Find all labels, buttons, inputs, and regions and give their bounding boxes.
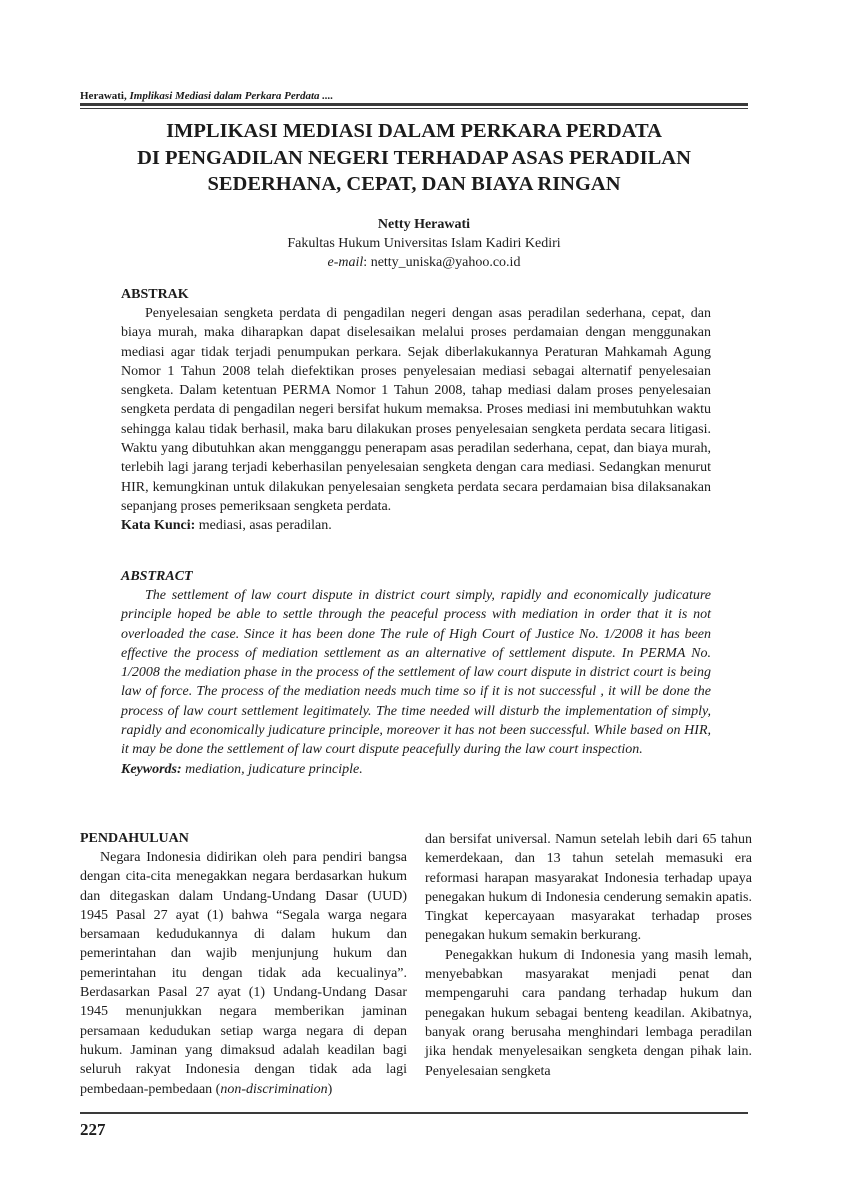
abstrak-keywords-text: mediasi, asas peradilan. bbox=[195, 518, 332, 534]
article-title bbox=[80, 118, 748, 198]
abstract-heading: ABSTRACT bbox=[121, 569, 193, 584]
header-rule-thick bbox=[80, 103, 748, 106]
abstract-keywords-text: mediation, judicature principle. bbox=[181, 761, 363, 777]
body-paragraph: dan bersifat universal. Namun setelah lebih dari 65 tahun kemerdekaan, dan 13 tahun setelah memasuki era reformasi harapan masyarakat Indonesia terhadap upaya penegakan hukum di Indonesia cenderung semakin apatis. Tingkat kepercayaan masyarakat terhadap proses penegakan hukum semakin berkurang. bbox=[425, 832, 752, 944]
section-heading: PENDAHULUAN bbox=[80, 831, 189, 846]
author-affiliation: Fakultas Hukum Universitas Islam Kadiri Kediri bbox=[287, 236, 561, 251]
email-separator: : bbox=[363, 255, 368, 270]
italic-term: non-discrimination bbox=[220, 1081, 328, 1097]
abstract-text: The settlement of law court dispute in district court simply, rapidly and economically judicature principle hoped be able to settle through the peaceful process with mediation in order that it is not overloaded the case. Since it has been done The rule of High Court of Justice No. 1/2008 it has been effective the process of mediation settlement as an alternative of settlement dispute. In PERMA No. 1/2008 the mediation phase in the process of the settlement of law court dispute in district court is being law of force. The process of the mediation needs much time so if it is not successful , it will be done the process of law court settlement legitimately. The time needed will disturb the implementation of simply, rapidly and economically judicature principle, moreover it has not been successful. While based on HIR, it may be done the settlement of law court dispute peacefully during the law court inspection. bbox=[121, 588, 711, 758]
running-head-author: Herawati, bbox=[80, 90, 127, 102]
author-name: Netty Herawati bbox=[377, 217, 471, 232]
abstract-keywords-label: Keywords: bbox=[121, 761, 182, 777]
abstract-keywords bbox=[121, 760, 711, 779]
body-paragraph: Penegakkan hukum di Indonesia yang masih lemah, menyebabkan masyarakat menjadi penat dan mempengaruhi cara pandang terhadap hukum dan penegakan hukum sebagai benteng keadilan. Akibatnya, banyak orang berusaha menghindari lembaga peradilan jika hendak menyelesaikan sengketa dengan pihak lain. Penyelesaian sengketa bbox=[425, 947, 752, 1079]
abstrak-keywords bbox=[121, 516, 711, 535]
abstrak-heading: ABSTRAK bbox=[121, 287, 189, 302]
body-column-left bbox=[80, 829, 407, 1099]
footer-rule bbox=[80, 1112, 748, 1114]
abstrak-text: Penyelesaian sengketa perdata di pengadilan negeri dengan asas peradilan sederhana, cepat, dan biaya murah, maka diharapkan dapat diselesaikan melalui proses perdamaian dengan menggunakan mediasi agar tidak terjadi penumpukan perkara. Sejak diberlakukannya Peraturan Mahkamah Agung Nomor 1 Tahun 2008 telah diefektikan proses penyelesaian mediasi sebagai alternatif penyelesaian sengketa. Dalam ketentuan PERMA Nomor 1 Tahun 2008, tahap mediasi dalam proses penyelesaian sengketa perdata di pengadilan negeri bersifat hukum memaksa. Proses mediasi ini membutuhkan waktu sehingga kalau tidak berhasil, maka baru dilakukan proses penyelesaian sengketa perdata secara litigasi. Waktu yang dibutuhkan akan mengganggu penerapam asas peradilan sederhana, cepat, dan biaya murah, terlebih lagi jarang terjadi keberhasilan penyelesaian sengketa dengan cara mediasi. Sedangkan menurut HIR, kemungkinan untuk dilakukan penyelesaian sengketa perdata secara perdamaian bisa dilaksanakan sepanjang proses pemeriksaan sengketa perdata. bbox=[121, 306, 711, 514]
running-head-title: Implikasi Mediasi dalam Perkara Perdata .... bbox=[129, 90, 334, 102]
author-email-line bbox=[80, 253, 768, 272]
header-rule-thin bbox=[80, 108, 748, 109]
author-block bbox=[80, 215, 768, 272]
page-number: 227 bbox=[80, 1120, 106, 1139]
email-label: e-mail bbox=[327, 255, 364, 270]
title-line: IMPLIKASI MEDIASI DALAM PERKARA PERDATA bbox=[166, 120, 662, 142]
running-head bbox=[80, 90, 333, 102]
body-paragraph: Negara Indonesia didirikan oleh para pendiri bangsa dengan cita-cita menegakkan negara berdasarkan hukum dan ditegaskan dalam Undang-Undang Dasar (UUD) 1945 Pasal 27 ayat (1) bahwa “Segala warga negara bersamaan kedudukannya di dalam hukum dan pemerintahan dan wajib menjunjung hukum dan pemerintahan itu dengan tidak ada kecualinya”. Berdasarkan Pasal 27 ayat (1) Undang-Undang Dasar 1945 menunjukkan negara memberikan jaminan persamaan kedudukan setiap warga negara di depan hukum. Jaminan yang dimaksud adalah keadilan bagi seluruh rakyat Indonesia dengan tidak ada lagi pembedaan-pembedaan (non-discrimination) bbox=[80, 850, 407, 1097]
title-line: SEDERHANA, CEPAT, DAN BIAYA RINGAN bbox=[207, 173, 621, 195]
title-line: DI PENGADILAN NEGERI TERHADAP ASAS PERADILAN bbox=[137, 146, 691, 169]
abstrak-section bbox=[121, 285, 711, 536]
abstrak-keywords-label: Kata Kunci: bbox=[121, 518, 196, 534]
author-email: netty_uniska@yahoo.co.id bbox=[370, 255, 521, 270]
body-column-right bbox=[425, 830, 752, 1081]
abstract-section bbox=[121, 567, 711, 779]
